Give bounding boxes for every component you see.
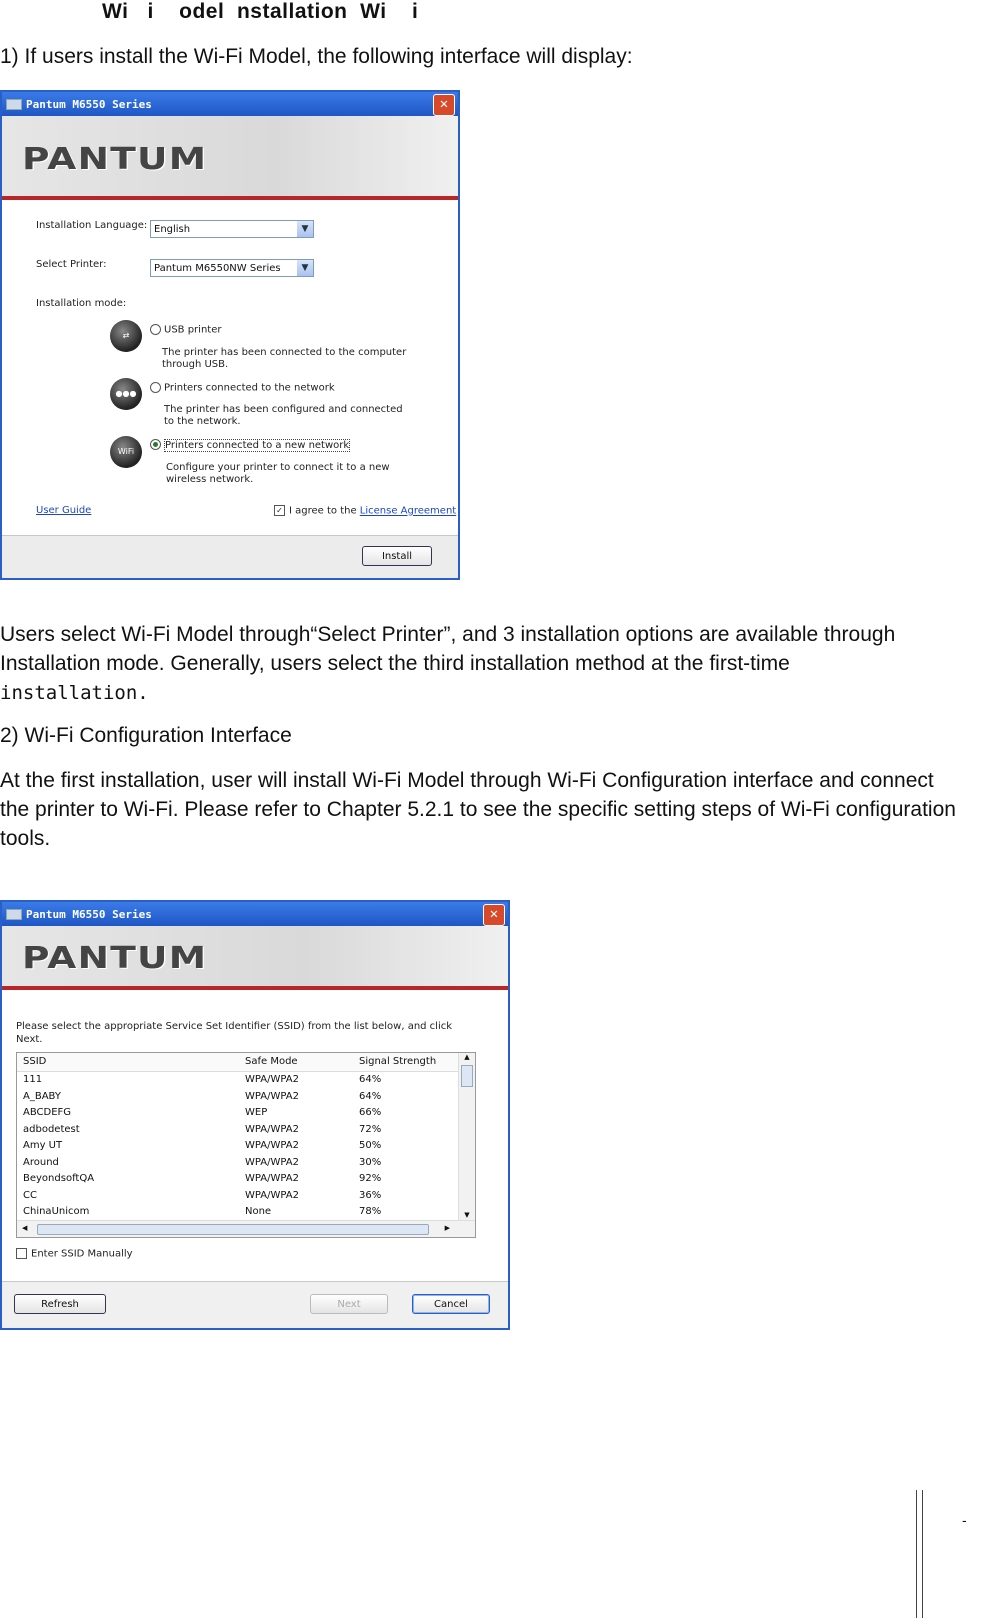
signal-cell: 78% xyxy=(359,1206,382,1217)
refresh-button[interactable]: Refresh xyxy=(14,1294,106,1314)
safe-mode-cell: WPA/WPA2 xyxy=(245,1090,299,1102)
chevron-down-icon: ▼ xyxy=(297,221,313,237)
signal-cell: 30% xyxy=(359,1156,382,1168)
table-row[interactable] xyxy=(17,1122,475,1139)
app-icon xyxy=(6,909,22,920)
signal-cell: 66% xyxy=(359,1107,382,1118)
ssid-cell: 111 xyxy=(23,1074,43,1085)
scroll-thumb[interactable] xyxy=(461,1065,473,1087)
safe-mode-cell: WPA/WPA2 xyxy=(245,1189,299,1201)
language-label: Installation Language: xyxy=(36,220,148,231)
para-options xyxy=(0,620,960,708)
signal-cell: 72% xyxy=(359,1123,382,1135)
installer-dialog xyxy=(0,90,460,580)
signal-cell: 36% xyxy=(359,1189,382,1201)
ssid-instruction: Please select the appropriate Service Set Identifier (SSID) from the list below, and click Next. xyxy=(16,1021,453,1045)
col-ssid[interactable]: SSID xyxy=(23,1056,47,1067)
ssid-cell: A_BABY xyxy=(23,1090,61,1102)
table-row[interactable] xyxy=(17,1171,475,1188)
radio-new-network[interactable] xyxy=(150,439,161,450)
brand-banner xyxy=(2,926,508,990)
option-usb-label: USB printer xyxy=(164,324,222,336)
cancel-button[interactable]: Cancel xyxy=(412,1294,490,1314)
scroll-right-icon[interactable]: ▶ xyxy=(444,1224,450,1232)
ssid-cell: adbodetest xyxy=(23,1123,80,1135)
manual-ssid-label: Enter SSID Manually xyxy=(31,1248,133,1260)
signal-cell: 64% xyxy=(359,1074,382,1085)
app-icon xyxy=(6,99,22,110)
option-network-label: Printers connected to the network xyxy=(164,382,335,394)
ssid-cell: Around xyxy=(23,1156,59,1168)
radio-usb[interactable] xyxy=(150,324,161,335)
mode-label: Installation mode: xyxy=(36,298,127,309)
table-row[interactable] xyxy=(17,1155,475,1172)
footer-bar xyxy=(2,535,458,578)
wifi-icon: WiFi xyxy=(110,436,142,468)
titlebar xyxy=(2,92,458,116)
horizontal-scrollbar[interactable] xyxy=(17,1220,475,1237)
close-button[interactable] xyxy=(483,904,505,926)
window-title: Pantum M6550 Series xyxy=(26,907,152,921)
install-button[interactable]: Install xyxy=(362,546,432,566)
scroll-down-icon[interactable]: ▼ xyxy=(464,1211,470,1219)
para-options-tail: installation. xyxy=(0,682,149,704)
table-row[interactable] xyxy=(17,1188,475,1205)
option-new-network-label: Printers connected to a new network xyxy=(165,439,350,451)
ssid-cell: ABCDEFG xyxy=(23,1107,72,1118)
agree-row xyxy=(274,505,456,517)
col-signal[interactable]: Signal Strength xyxy=(359,1056,437,1067)
language-value: English xyxy=(154,224,191,235)
table-row[interactable] xyxy=(17,1204,475,1221)
table-row[interactable] xyxy=(17,1072,475,1089)
para-intro: 1) If users install the Wi-Fi Model, the following interface will display: xyxy=(0,45,633,68)
table-row[interactable] xyxy=(17,1089,475,1106)
safe-mode-cell: None xyxy=(245,1206,272,1217)
para-wifi-config: At the first installation, user will install Wi-Fi Model through Wi-Fi Configuration interface and connect the printer to Wi-Fi. Please refer to Chapter 5.2.1 to see the specific setting steps of Wi-Fi configuration tools. xyxy=(0,769,956,850)
safe-mode-cell: WPA/WPA2 xyxy=(245,1074,299,1085)
pantum-logo: PANTUM xyxy=(22,941,208,976)
ssid-cell: BeyondsoftQA xyxy=(23,1173,95,1184)
section-heading: Wi i odel nstallation Wi i xyxy=(102,0,419,23)
printer-select[interactable] xyxy=(150,259,314,277)
close-icon: ✕ xyxy=(489,906,499,922)
manual-ssid-row xyxy=(16,1248,133,1260)
option-network[interactable] xyxy=(150,382,335,394)
table-row[interactable] xyxy=(17,1105,475,1122)
ssid-list-header xyxy=(17,1053,475,1072)
ssid-cell: CC xyxy=(23,1189,37,1201)
titlebar xyxy=(2,902,508,926)
pantum-logo: PANTUM xyxy=(22,142,208,177)
option-new-network[interactable] xyxy=(150,439,350,451)
page-margin-rule xyxy=(916,1490,923,1618)
close-button[interactable] xyxy=(433,94,455,116)
radio-network[interactable] xyxy=(150,382,161,393)
license-link[interactable]: License Agreement xyxy=(359,505,457,517)
printer-value: Pantum M6550NW Series xyxy=(154,263,281,274)
safe-mode-cell: WPA/WPA2 xyxy=(245,1156,299,1168)
para-options-text: Users select Wi-Fi Model through“Select Printer”, and 3 installation options are available through Installation mode. Generally, users select the third installation method at the first-time xyxy=(0,623,896,675)
safe-mode-cell: WPA/WPA2 xyxy=(245,1173,299,1184)
agree-checkbox[interactable]: ✓ xyxy=(274,505,285,516)
ssid-list[interactable] xyxy=(16,1052,476,1238)
manual-ssid-checkbox[interactable] xyxy=(16,1248,27,1259)
page-number: - xyxy=(962,1512,967,1528)
vertical-scrollbar[interactable] xyxy=(458,1053,475,1221)
option-network-desc: The printer has been configured and connected to the network. xyxy=(164,404,403,427)
signal-cell: 92% xyxy=(359,1173,382,1184)
agree-text: I agree to the xyxy=(289,505,357,517)
safe-mode-cell: WEP xyxy=(245,1107,268,1118)
window-title: Pantum M6550 Series xyxy=(26,97,152,111)
safe-mode-cell: WPA/WPA2 xyxy=(245,1140,299,1151)
para-wifi-config-title: 2) Wi-Fi Configuration Interface xyxy=(0,724,292,747)
user-guide-link[interactable]: User Guide xyxy=(36,505,92,516)
option-usb[interactable] xyxy=(150,324,221,336)
h-scroll-thumb[interactable] xyxy=(37,1224,429,1235)
next-button[interactable]: Next xyxy=(310,1294,388,1314)
footer-bar xyxy=(2,1281,508,1328)
close-icon: ✕ xyxy=(439,96,449,112)
signal-cell: 50% xyxy=(359,1140,382,1151)
scroll-left-icon[interactable]: ◀ xyxy=(22,1224,28,1232)
safe-mode-cell: WPA/WPA2 xyxy=(245,1123,299,1135)
signal-cell: 64% xyxy=(359,1090,382,1102)
option-new-network-desc: Configure your printer to connect it to a new wireless network. xyxy=(166,462,390,485)
scroll-up-icon[interactable]: ▲ xyxy=(464,1053,470,1061)
table-row[interactable] xyxy=(17,1138,475,1155)
ssid-cell: ChinaUnicom xyxy=(23,1206,90,1217)
printer-label: Select Printer: xyxy=(36,259,107,270)
usb-icon: ⇄ xyxy=(110,320,142,352)
col-safe-mode[interactable]: Safe Mode xyxy=(245,1056,298,1067)
chevron-down-icon: ▼ xyxy=(297,260,313,276)
brand-banner xyxy=(2,116,458,200)
wifi-config-dialog xyxy=(0,900,510,1330)
ssid-rows xyxy=(17,1072,475,1221)
ssid-cell: Amy UT xyxy=(23,1140,63,1151)
language-select[interactable] xyxy=(150,220,314,238)
option-usb-desc: The printer has been connected to the computer through USB. xyxy=(162,347,407,370)
network-icon: ●●● xyxy=(110,378,142,410)
